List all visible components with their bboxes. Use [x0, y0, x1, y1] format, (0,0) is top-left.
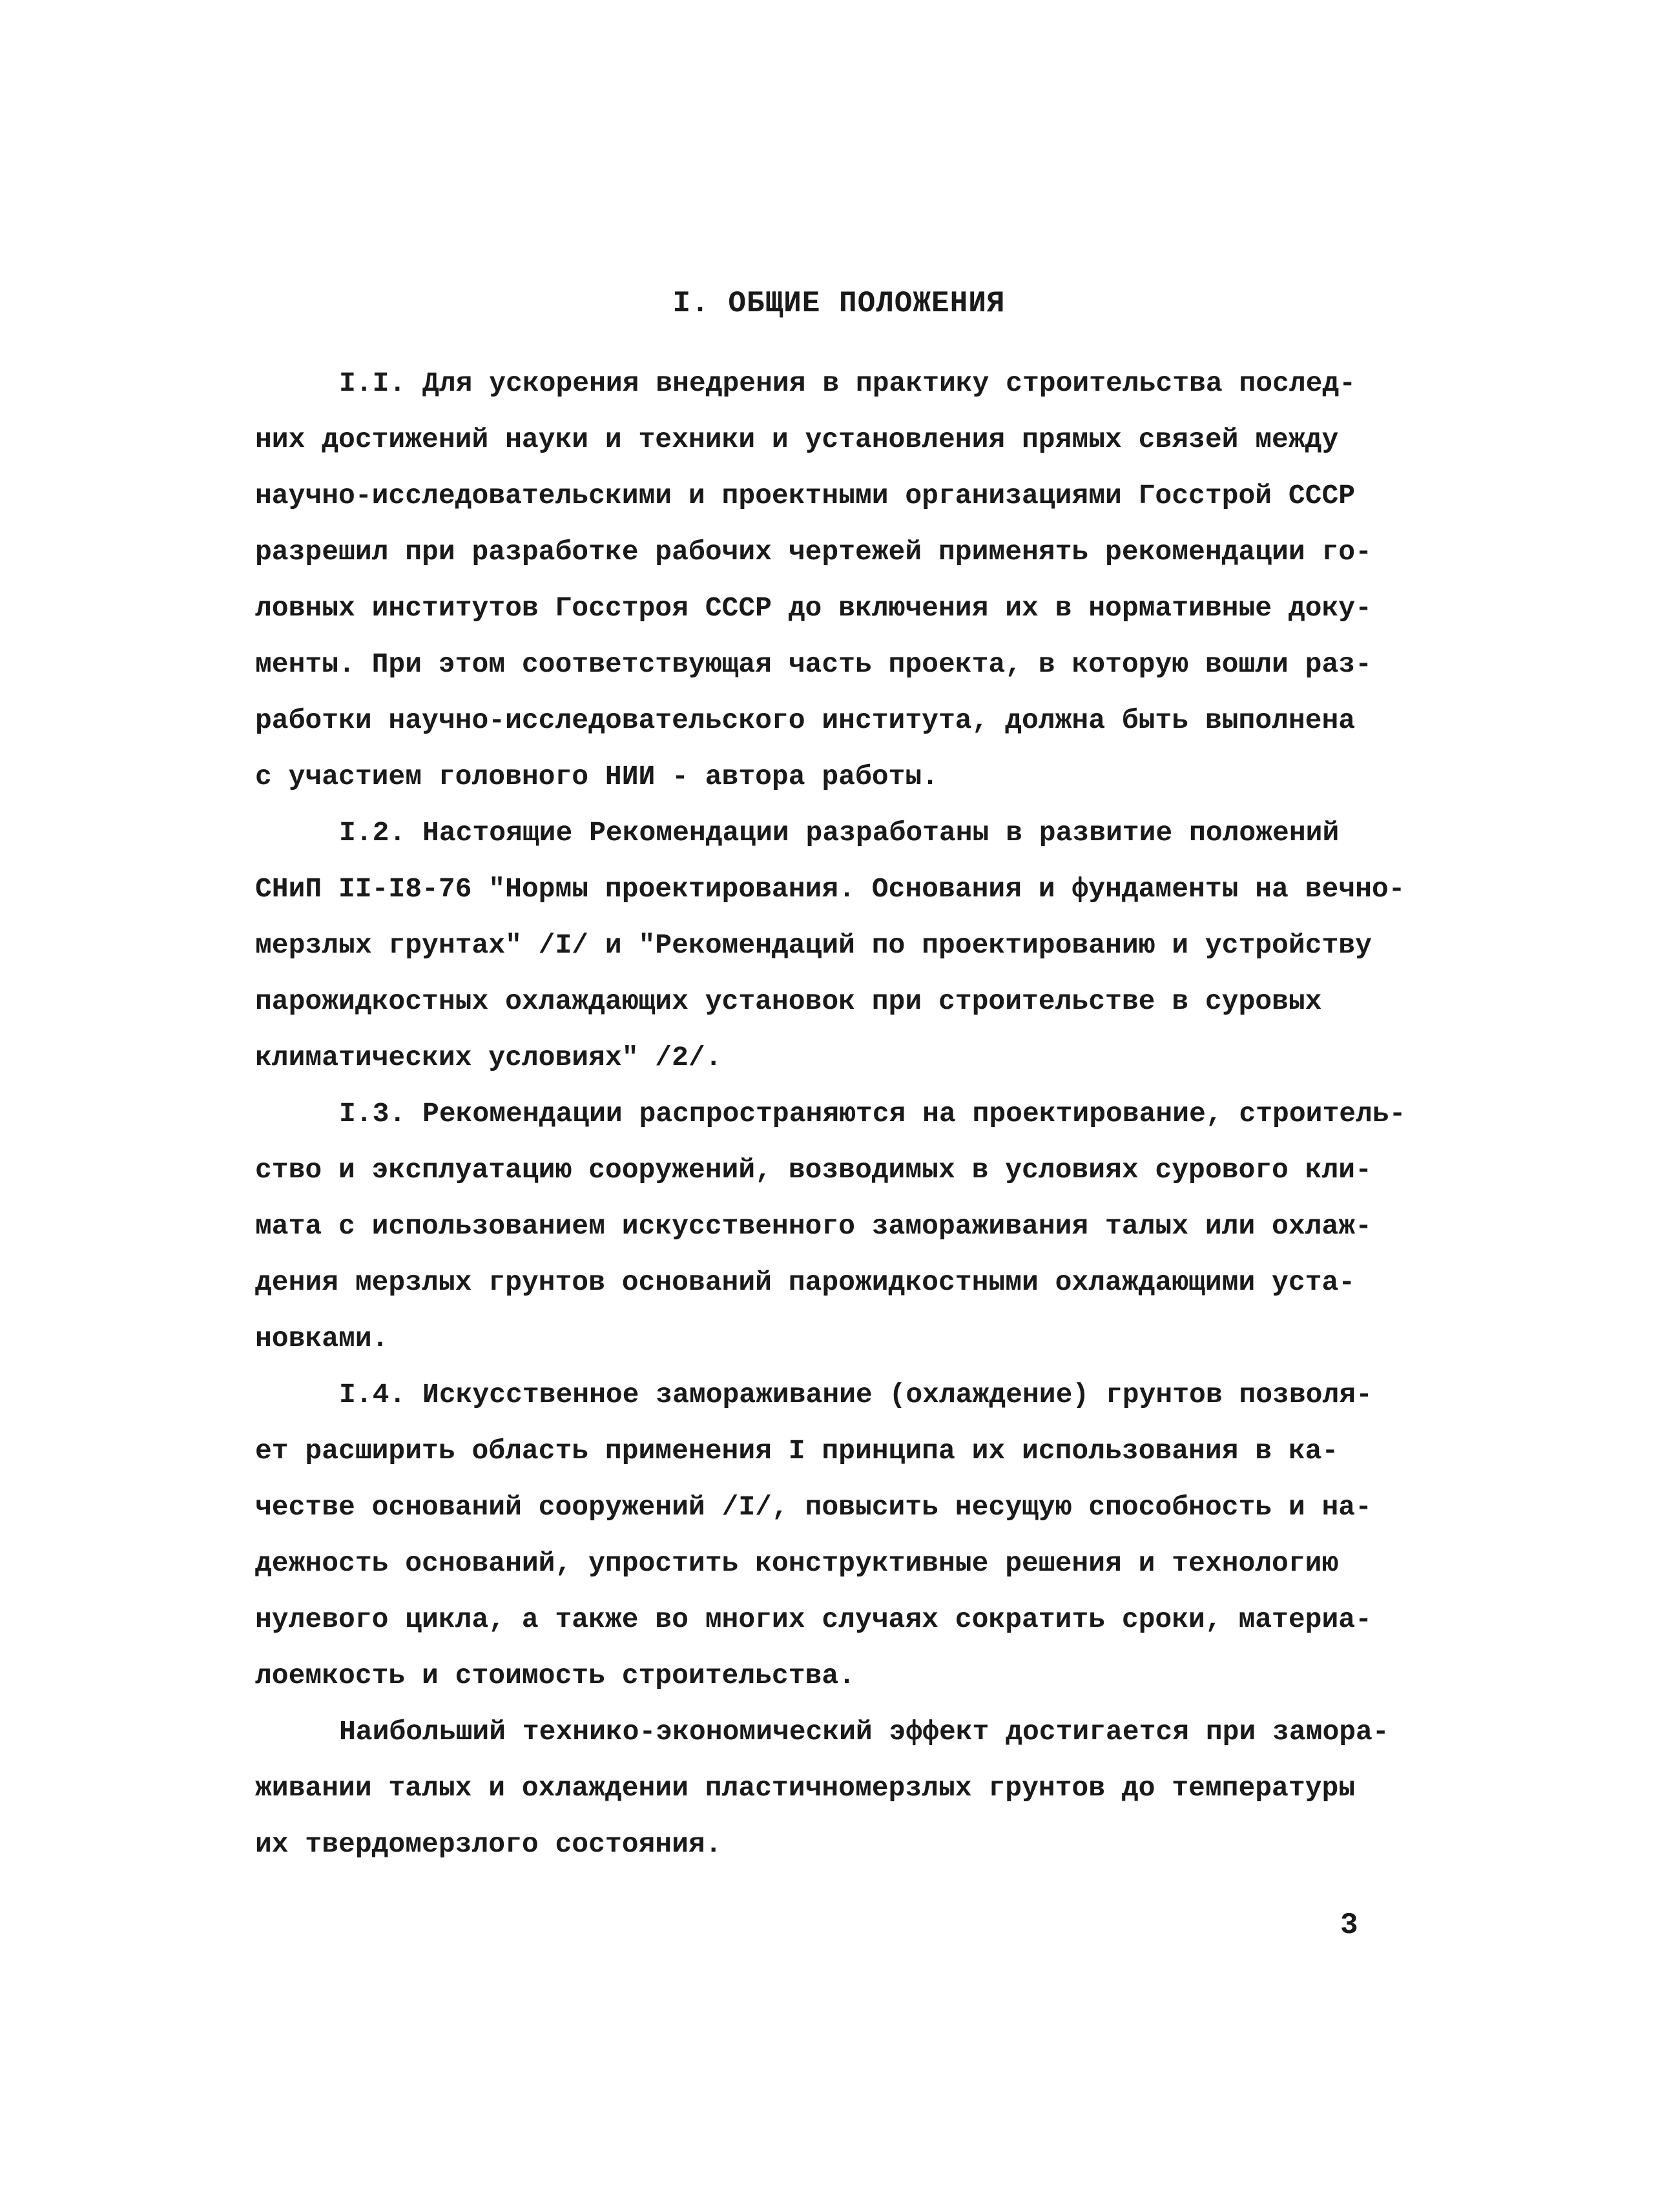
text-line: менты. При этом соответствующая часть проекта, в которую вошли раз- [255, 648, 1372, 680]
text-line: ет расширить область применения I принципа их использования в ка- [255, 1435, 1339, 1467]
text-line: их твердомерзлого состояния. [255, 1828, 722, 1860]
text-line: работки научно-исследовательского института, должна быть выполнена [255, 705, 1356, 736]
text-line: I.2. Настоящие Рекомендации разработаны в развитие положений [339, 817, 1340, 849]
paragraph-1-4 [255, 1367, 1418, 1704]
text-line: ство и эксплуатацию сооружений, возводимых в условиях сурового кли- [255, 1154, 1372, 1186]
text-line: Наибольший технико-экономический эффект достигается при замора- [339, 1716, 1389, 1748]
text-line: СНиП II-I8-76 "Нормы проектирования. Основания и фундаменты на вечно- [255, 873, 1405, 905]
paragraph-effect [255, 1704, 1418, 1872]
text-line: мата с использованием искусственного замораживания талых или охлаж- [255, 1210, 1372, 1242]
body-text [255, 355, 1418, 1872]
text-line: честве оснований сооружений /I/, повысить несущую способность и на- [255, 1491, 1372, 1523]
text-line: нулевого цикла, а также во многих случаях сократить сроки, материа- [255, 1604, 1372, 1635]
page-number: 3 [1340, 1908, 1358, 1942]
text-line: I.3. Рекомендации распространяются на проектирование, строитель- [339, 1098, 1406, 1130]
text-line: них достижений науки и техники и установления прямых связей между [255, 424, 1339, 455]
paragraph-1-1 [255, 355, 1418, 805]
text-line: I.I. Для ускорения внедрения в практику строительства послед- [339, 367, 1356, 399]
text-line: парожидкостных охлаждающих установок при строительстве в суровых [255, 986, 1322, 1017]
text-line: с участием головного НИИ - автора работы. [255, 761, 938, 792]
paragraph-1-2 [255, 805, 1418, 1086]
text-line: климатических условиях" /2/. [255, 1042, 722, 1073]
text-line: живании талых и охлаждении пластичномерзлых грунтов до температуры [255, 1772, 1356, 1804]
text-line: I.4. Искусственное замораживание (охлаждение) грунтов позволя- [339, 1379, 1372, 1411]
text-line: мерзлых грунтах" /I/ и "Рекомендаций по проектированию и устройству [255, 929, 1372, 961]
text-line: дения мерзлых грунтов оснований парожидкостными охлаждающими уста- [255, 1266, 1356, 1298]
section-heading: I. ОБЩИЕ ПОЛОЖЕНИЯ [672, 287, 1006, 320]
paragraph-1-3 [255, 1086, 1418, 1367]
text-line: лоемкость и стоимость строительства. [255, 1660, 855, 1691]
text-line: новками. [255, 1323, 389, 1354]
text-line: ловных институтов Госстроя СССР до включения их в нормативные доку- [255, 592, 1372, 624]
text-line: разрешил при разработке рабочих чертежей применять рекомендации го- [255, 536, 1372, 568]
text-line: научно-исследовательскими и проектными организациями Госстрой СССР [255, 480, 1356, 512]
text-line: дежность оснований, упростить конструктивные решения и технологию [255, 1547, 1339, 1579]
